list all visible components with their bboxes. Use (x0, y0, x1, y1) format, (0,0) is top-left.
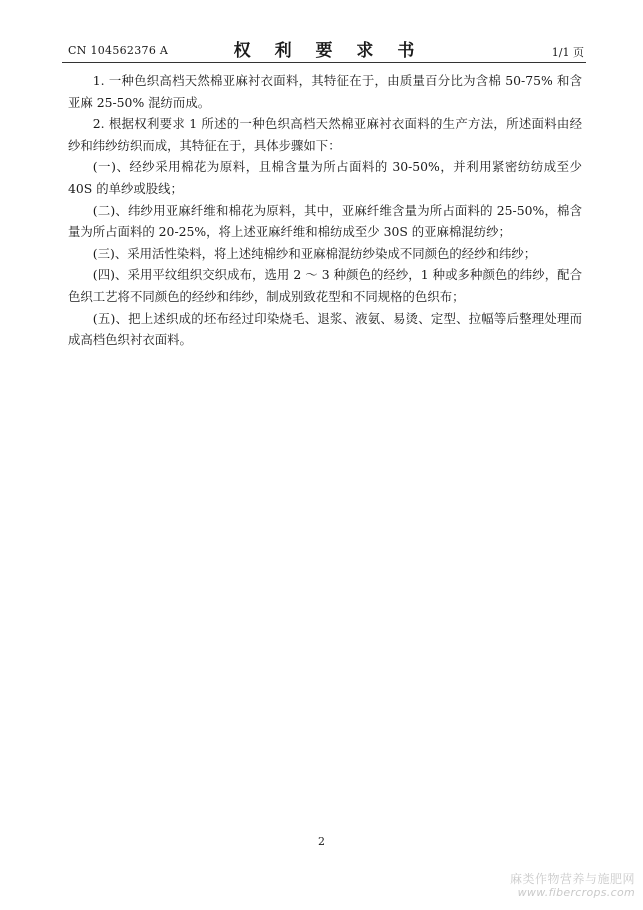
claim-2-step-5: (五)、把上述织成的坯布经过印染烧毛、退浆、液氨、易烫、定型、拉幅等后整理处理而成高档色织衬衣面料。 (68, 310, 582, 348)
document-header (62, 36, 586, 60)
claim-1: 1. 一种色织高档天然棉亚麻衬衣面料，其特征在于，由质量百分比为含棉 50-75% 和含亚麻 25-50% 混纺而成。 (68, 73, 582, 110)
claim-2: 2. 根据权利要求 1 所述的一种色织高档天然棉亚麻衬衣面料的生产方法，所述面料由经纱和纬纱纺织而成，其特征在于，具体步骤如下： (68, 116, 582, 153)
watermark-url: www.fibercrops.com (517, 886, 635, 899)
claim-2-step-2: (二)、纬纱用亚麻纤维和棉花为原料，其中，亚麻纤维含量为所占面料的 25-50%，棉含量为所占面料的 20-25%，将上述亚麻纤维和棉纺成至少 30S 的亚麻棉混纺纱； (68, 202, 582, 240)
header-divider (62, 62, 586, 63)
document-title: 权 利 要 求 书 (233, 41, 424, 61)
site-watermark (510, 872, 635, 900)
claim-2-step-1: (一)、经纱采用棉花为原料，且棉含量为所占面料的 30-50%，并利用紧密纺纺成至少 40S 的单纱或股线； (68, 159, 582, 196)
page-indicator: 1/1 页 (551, 46, 584, 59)
claim-2-step-4: (四)、采用平纹组织交织成布，选用 2 ～ 3 种颜色的经纱，1 种或多种颜色的纬纱，配合色织工艺将不同颜色的经纱和纬纱，制成别致花型和不同规格的色织布； (68, 267, 582, 304)
claim-2-step-3: (三)、采用活性染料，将上述纯棉纱和亚麻棉混纺纱染成不同颜色的经纱和纬纱； (92, 245, 537, 261)
footer-page-number: 2 (318, 835, 325, 848)
claims-body (68, 70, 582, 351)
publication-number: CN 104562376 A (68, 44, 169, 57)
watermark-site-name: 麻类作物营养与施肥网 (509, 872, 635, 886)
